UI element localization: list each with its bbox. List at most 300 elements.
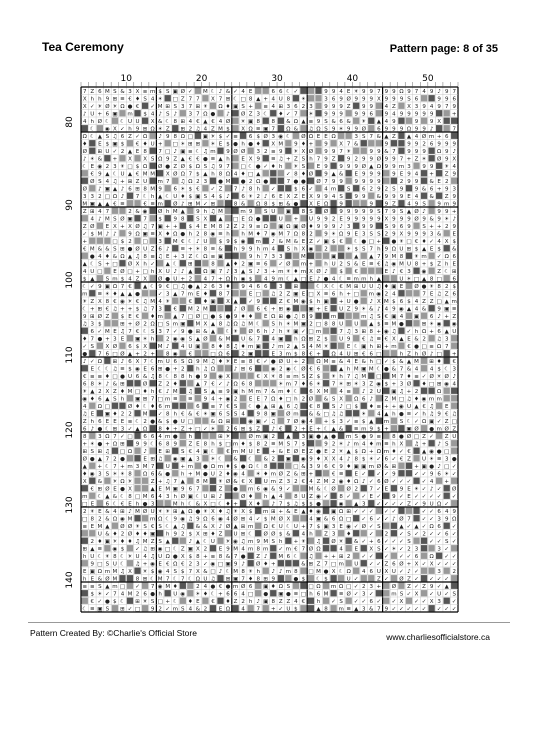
stitch-symbol: ♦ [278,396,284,403]
stitch-symbol: ⊞ [150,456,155,463]
stitch-symbol: 3 [113,336,117,343]
stitch-symbol: S [271,321,276,328]
stitch-symbol: € [181,411,185,418]
stitch-cell [97,238,103,244]
stitch-symbol: & [278,239,283,246]
stitch-symbol: ♪ [241,561,245,568]
stitch-symbol: ♫ [278,156,284,163]
stitch-symbol: ♫ [120,569,125,576]
stitch-symbol: 9 [437,201,441,208]
stitch-symbol: 3 [414,104,419,111]
stitch-symbol: m [285,546,292,553]
stitch-cell [225,215,231,221]
stitch-cell [361,320,367,326]
stitch-symbol: $ [218,194,223,201]
stitch-cell [451,178,457,184]
stitch-symbol: h [165,531,170,538]
stitch-symbol: 8 [271,119,276,126]
stitch-cell [300,88,306,94]
stitch-symbol: m [172,606,178,613]
stitch-symbol: ▲ [271,494,276,501]
stitch-symbol: S [369,231,374,238]
stitch-cell [285,283,291,289]
stitch-symbol: 2 [369,389,374,396]
stitch-symbol: 9 [279,486,283,493]
stitch-symbol: ● [361,239,367,246]
stitch-symbol: E [324,306,328,313]
stitch-cell [142,515,148,521]
stitch-symbol: ♫ [82,321,88,328]
stitch-symbol: 8 [256,119,260,126]
stitch-symbol: & [225,554,231,561]
stitch-symbol: 9 [384,89,389,96]
stitch-symbol: ♦ [300,141,306,148]
stitch-symbol: ♪ [90,426,95,433]
stitch-symbol: ▲ [127,171,133,178]
stitch-symbol: □ [112,351,118,358]
stitch-symbol: ✓ [218,381,223,388]
stitch-symbol: € [354,269,358,276]
stitch-symbol: M [248,321,254,328]
stitch-symbol: $ [354,404,358,411]
stitch-symbol: X [437,119,442,126]
stitch-symbol: E [120,336,125,343]
stitch-cell [308,440,314,446]
stitch-cell [315,470,321,476]
stitch-symbol: 2 [384,291,389,298]
stitch-symbol: 7 [241,576,245,583]
stitch-symbol: ▣ [187,494,193,501]
stitch-symbol: € [309,351,313,358]
stitch-symbol: ♫ [233,344,239,351]
stitch-cell [444,485,450,491]
stitch-cell [330,140,336,146]
stitch-symbol: € [188,449,193,456]
stitch-symbol: □ [210,569,216,576]
stitch-symbol: ☾ [135,419,141,426]
stitch-symbol: X [165,171,170,178]
stitch-symbol: ✓ [384,359,389,366]
stitch-symbol: & [369,306,374,313]
stitch-symbol: + [451,111,457,118]
stitch-cell [165,500,171,506]
stitch-symbol: ✓ [157,411,163,418]
stitch-symbol: ● [172,434,178,441]
stitch-symbol: 3 [414,546,419,553]
stitch-cell [376,590,382,596]
stitch-symbol: 6 [286,404,291,411]
stitch-cell [383,238,389,244]
stitch-symbol: 3 [165,494,170,501]
stitch-symbol: ▲ [127,351,133,358]
stitch-cell [308,95,314,101]
stitch-symbol: ✓ [391,599,397,606]
stitch-symbol: E [83,569,87,576]
stitch-symbol: ▲ [369,321,374,328]
stitch-symbol: 4 [437,239,441,246]
stitch-symbol: E [407,336,411,343]
stitch-cell [202,95,208,101]
stitch-cell [413,478,419,484]
stitch-cell [323,313,329,319]
stitch-cell [383,523,389,529]
stitch-symbol: 6 [158,404,162,411]
stitch-symbol: 9 [339,464,343,471]
stitch-symbol: ♦ [263,471,269,478]
stitch-cell [240,253,246,259]
stitch-cell [255,365,261,371]
stitch-cell [346,238,352,244]
stitch-symbol: □ [202,314,209,321]
stitch-symbol: Z [422,434,426,441]
stitch-symbol: X [82,479,87,486]
stitch-symbol: ☀ [338,449,344,456]
stitch-cell [278,433,284,439]
stitch-symbol: 9 [256,411,260,418]
stitch-symbol: 6 [339,119,343,126]
stitch-symbol: 4 [188,606,193,613]
stitch-symbol: 8 [173,374,177,381]
stitch-symbol: X [226,374,230,381]
stitch-symbol: ● [233,486,238,493]
stitch-symbol: Ø [233,149,238,156]
stitch-symbol: + [135,269,140,276]
stitch-symbol: 4 [233,171,238,178]
stitch-cell [391,553,397,559]
stitch-symbol: ☀ [104,291,110,298]
stitch-cell [134,380,140,386]
stitch-symbol: 3 [196,561,200,568]
stitch-symbol: 7 [233,554,238,561]
stitch-symbol: 2 [196,584,200,591]
stitch-symbol: Ω [376,164,381,171]
stitch-symbol: Ω [361,449,366,456]
stitch-symbol: ▣ [157,224,163,231]
stitch-symbol: Z [105,314,110,321]
stitch-symbol: & [210,419,216,426]
stitch-cell [97,275,103,281]
stitch-symbol: € [188,351,193,358]
stitch-cell [255,88,261,94]
stitch-symbol: ⊞ [180,119,186,126]
stitch-symbol: M [399,261,404,268]
stitch-symbol: ◉ [218,516,223,523]
stitch-symbol: ▲ [301,119,306,126]
stitch-cell [323,253,329,259]
stitch-symbol: U [180,419,185,426]
stitch-cell [398,290,404,296]
stitch-symbol: Ø [135,321,140,328]
stitch-symbol: 2 [181,531,185,538]
stitch-symbol: ✓ [301,329,306,336]
stitch-symbol: 6 [271,89,276,96]
stitch-symbol: € [135,171,140,178]
stitch-cell [300,200,306,206]
stitch-cell [421,545,427,551]
stitch-symbol: S [331,396,336,403]
stitch-symbol: & [195,501,201,508]
stitch-symbol: ▣ [104,539,110,546]
stitch-symbol: X [414,591,419,598]
stitch-symbol: m [300,269,307,276]
stitch-symbol: Z [158,381,163,388]
stitch-symbol: ▣ [315,516,322,523]
stitch-cell [383,373,389,379]
stitch-cell [406,118,412,124]
stitch-symbol: ▲ [112,186,118,193]
stitch-symbol: 6 [143,591,147,598]
stitch-cell [149,215,155,221]
stitch-symbol: $ [324,336,328,343]
stitch-cell [444,598,450,604]
stitch-symbol: $ [98,321,102,328]
stitch-symbol: ♫ [353,374,359,381]
stitch-symbol: € [90,171,95,178]
stitch-symbol: U [135,119,140,126]
stitch-symbol: Z [376,576,381,583]
stitch-cell [247,410,253,416]
stitch-symbol: ♦ [240,314,246,321]
stitch-symbol: ⊞ [240,426,246,433]
stitch-symbol: & [203,569,208,576]
stitch-symbol: ⊞ [112,426,118,433]
stitch-symbol: Ω [188,179,193,186]
stitch-symbol: ☾ [104,464,110,471]
stitch-symbol: M [157,576,163,583]
stitch-symbol: 9 [414,201,419,208]
stitch-symbol: ♫ [135,561,141,568]
stitch-symbol: ♦ [89,396,95,403]
stitch-symbol: ♪ [98,186,102,193]
stitch-symbol: ▣ [232,389,239,396]
stitch-cell [263,290,269,296]
stitch-symbol: ▲ [210,329,216,336]
stitch-symbol: & [429,194,434,201]
stitch-cell [217,328,223,334]
stitch-symbol: m [368,464,374,471]
stitch-symbol: X [211,524,215,531]
stitch-cell [134,478,140,484]
stitch-cell [300,110,306,116]
stitch-symbol: ♦ [202,291,208,298]
stitch-symbol: M [142,411,148,418]
stitch-symbol: ⊞ [225,419,231,426]
stitch-symbol: Z [316,561,321,568]
stitch-symbol: Ω [112,194,118,201]
stitch-symbol: ▲ [210,389,216,396]
stitch-symbol: 8 [143,149,147,156]
stitch-symbol: m [278,344,284,351]
column-number: 40 [346,74,359,84]
stitch-symbol: $ [301,441,306,448]
stitch-symbol: ☾ [210,449,216,456]
stitch-cell [353,148,359,154]
stitch-symbol: ▣ [361,366,367,373]
stitch-symbol: 2 [188,126,193,133]
stitch-symbol: ♦ [368,404,374,411]
stitch-symbol: ☾ [165,516,171,523]
stitch-symbol: Ω [165,554,170,561]
stitch-symbol: 9 [452,171,456,178]
stitch-symbol: ☾ [97,554,103,561]
stitch-symbol: ✓ [399,606,404,613]
stitch-symbol: Z [437,261,442,268]
stitch-symbol: 7 [263,231,268,238]
stitch-symbol: 9 [384,254,389,261]
stitch-symbol: Ø [240,584,246,591]
stitch-symbol: 7 [233,186,238,193]
stitch-symbol: U [165,269,170,276]
stitch-symbol: 6 [444,134,449,141]
stitch-symbol: 9 [407,179,411,186]
stitch-symbol: 7 [143,359,147,366]
stitch-cell [278,575,284,581]
stitch-cell [195,350,201,356]
stitch-symbol: ◉ [278,134,284,141]
stitch-symbol: & [384,464,389,471]
stitch-symbol: ≡ [308,119,314,126]
stitch-symbol: m [165,404,171,411]
stitch-symbol: m [149,89,156,96]
stitch-cell [353,335,359,341]
stitch-symbol: ✓ [135,134,140,141]
stitch-cell [180,223,186,229]
stitch-symbol: & [203,329,208,336]
stitch-symbol: E [354,471,358,478]
stitch-symbol: & [323,396,329,403]
stitch-cell [89,140,95,146]
stitch-cell [346,170,352,176]
stitch-symbol: + [203,554,208,561]
stitch-symbol: ✓ [90,104,95,111]
stitch-symbol: 2 [98,389,102,396]
stitch-symbol: ♪ [452,216,456,223]
stitch-symbol: X [271,141,276,148]
stitch-symbol: X [226,299,230,306]
stitch-cell [210,238,216,244]
stitch-cell [232,110,238,116]
stitch-symbol: ✓ [429,434,434,441]
stitch-symbol: ☀ [293,164,299,171]
stitch-symbol: 9 [181,486,185,493]
stitch-symbol: ▲ [369,164,374,171]
stitch-symbol: € [407,449,411,456]
stitch-symbol: 4 [203,126,208,133]
stitch-symbol: 2 [286,344,291,351]
stitch-cell [255,530,261,536]
stitch-symbol: X [241,509,246,516]
stitch-cell [451,478,457,484]
stitch-symbol: h [309,156,313,163]
stitch-symbol: S [165,321,170,328]
stitch-symbol: ✓ [414,419,419,426]
stitch-symbol: ≡ [270,156,276,163]
stitch-symbol: ♫ [210,164,216,171]
stitch-symbol: $ [324,576,328,583]
stitch-symbol: X [248,156,253,163]
stitch-symbol: Ω [173,231,178,238]
stitch-symbol: S [173,104,177,111]
stitch-symbol: S [143,524,147,531]
stitch-symbol: € [188,299,193,306]
stitch-cell [217,305,223,311]
stitch-symbol: 4 [271,104,276,111]
stitch-symbol: ☾ [255,321,261,328]
stitch-symbol: & [225,89,231,96]
stitch-cell [263,88,269,94]
stitch-symbol: 9 [369,426,374,433]
stitch-symbol: ⊞ [210,201,216,208]
stitch-symbol: ♦ [225,464,231,471]
stitch-symbol: ♦ [240,441,246,448]
stitch-symbol: ♦ [414,396,419,403]
stitch-symbol: S [422,224,426,231]
stitch-symbol: ♦ [300,171,306,178]
stitch-symbol: ● [97,336,103,343]
stitch-symbol: + [188,426,193,433]
stitch-symbol: + [165,599,171,606]
stitch-symbol: X [316,291,321,298]
stitch-cell [428,605,434,611]
stitch-symbol: ☀ [210,426,216,433]
stitch-symbol: ☀ [338,381,344,388]
stitch-cell [300,410,306,416]
stitch-cell [149,178,155,184]
stitch-symbol: ♦ [346,464,352,471]
stitch-symbol: ✓ [203,426,208,433]
stitch-symbol: 9 [226,239,230,246]
stitch-cell [210,103,216,109]
stitch-symbol: 3 [286,479,291,486]
stitch-cell [112,320,118,326]
stitch-cell [180,583,186,589]
stitch-cell [413,223,419,229]
stitch-symbol: ☀ [368,456,374,463]
stitch-symbol: ✓ [368,554,374,561]
stitch-symbol: ≡ [233,134,238,141]
stitch-symbol: ◉ [240,276,246,283]
stitch-symbol: 9 [392,216,396,223]
stitch-cell [225,253,231,259]
stitch-symbol: 6 [437,329,441,336]
stitch-cell [127,193,133,199]
stitch-symbol: 2 [422,336,426,343]
stitch-symbol: Z [256,554,261,561]
stitch-symbol: ⊞ [90,314,95,321]
stitch-cell [195,463,201,469]
stitch-symbol: ♫ [112,366,118,373]
stitch-symbol: S [165,111,170,118]
stitch-symbol: 6 [377,126,381,133]
stitch-cell [270,590,276,596]
stitch-symbol: ☾ [444,366,450,373]
stitch-symbol: 6 [98,419,102,426]
stitch-symbol: Ω [120,479,125,486]
stitch-symbol: ♪ [218,494,223,501]
stitch-symbol: ☾ [210,89,216,96]
stitch-symbol: Z [233,224,238,231]
stitch-symbol: ♫ [368,336,374,343]
stitch-cell [398,133,404,139]
stitch-symbol: ♪ [271,426,276,433]
stitch-symbol: ▲ [233,524,238,531]
stitch-symbol: m [240,209,246,216]
stitch-symbol: 3 [233,269,238,276]
stitch-symbol: ✓ [353,584,359,591]
stitch-symbol: 7 [181,576,185,583]
stitch-symbol: □ [217,561,224,568]
stitch-symbol: S [444,441,449,448]
